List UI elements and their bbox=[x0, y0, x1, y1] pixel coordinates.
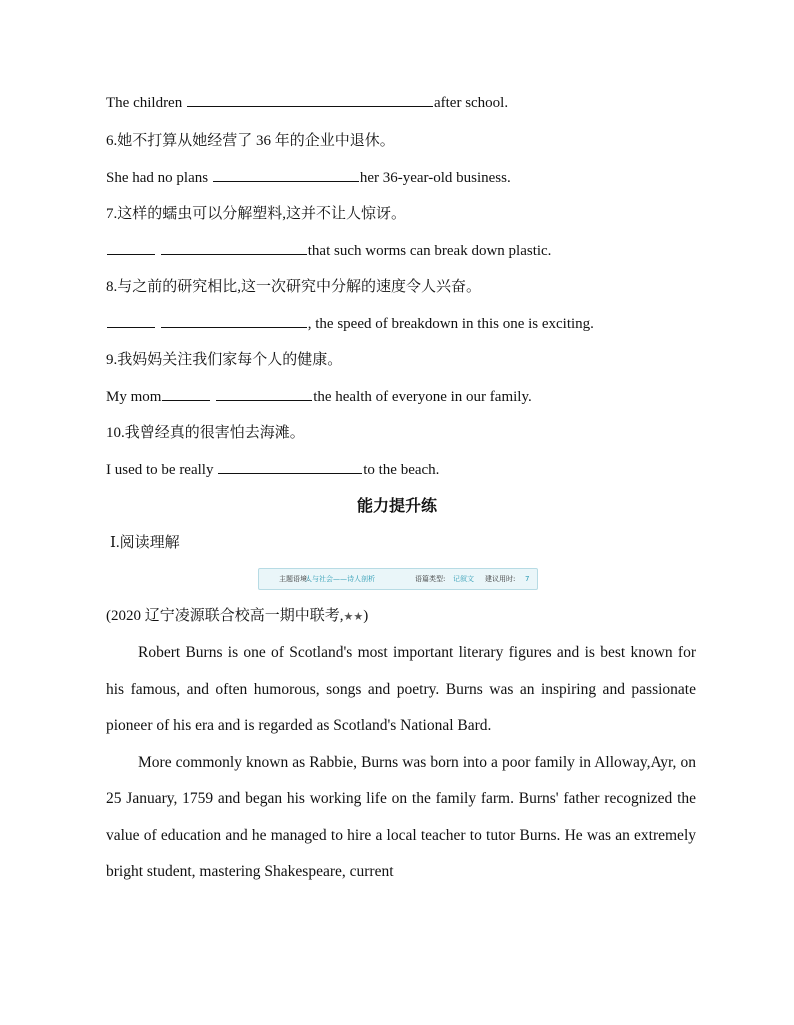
answer-blank-5[interactable] bbox=[187, 92, 433, 107]
answer-blank-9b[interactable] bbox=[216, 386, 312, 401]
exercise-8-suffix: , the speed of breakdown in this one is exciting. bbox=[307, 316, 594, 332]
answer-blank-8b[interactable] bbox=[161, 313, 307, 328]
answer-blank-6[interactable] bbox=[213, 167, 359, 182]
exercise-8-english bbox=[106, 313, 594, 334]
exercise-5-english bbox=[106, 92, 508, 113]
exercise-6-prefix: She had no plans bbox=[106, 170, 209, 186]
exercise-10-suffix: to the beach. bbox=[363, 462, 440, 478]
reading-passage bbox=[106, 635, 696, 891]
banner-time-value: 7 bbox=[525, 575, 530, 583]
exercise-7-suffix: that such worms can break down plastic. bbox=[307, 243, 552, 259]
exercise-7-english bbox=[106, 240, 551, 261]
topic-banner bbox=[258, 568, 538, 590]
exercise-10-english bbox=[106, 459, 439, 480]
banner-type-label: 语篇类型: bbox=[415, 575, 446, 583]
banner-time-label: 建议用时: bbox=[485, 575, 516, 583]
banner-type-value: 记叙文 bbox=[453, 575, 474, 583]
section-title: 能力提升练 bbox=[356, 496, 437, 515]
passage-paragraph-1: Robert Burns is one of Scotland's most important literary figures and is best known for his famous, and often humorous, songs and poetry. Burns was an inspiring and passionate pioneer of his era and is regarded as Scotland's National Bard. bbox=[106, 644, 696, 734]
exercise-7-chinese: 7.这样的蠕虫可以分解塑料,这并不让人惊讶。 bbox=[106, 206, 407, 222]
section-subtitle: Ⅰ.阅读理解 bbox=[110, 535, 180, 551]
exercise-6-suffix: her 36-year-old business. bbox=[359, 170, 511, 186]
source-text: (2020 辽宁凌源联合校高一期中联考, bbox=[106, 608, 344, 624]
difficulty-stars-icon: ★★ bbox=[343, 611, 364, 623]
source-note bbox=[106, 606, 368, 627]
passage-paragraph-2: More commonly known as Rabbie, Burns was born into a poor family in Alloway,Ayr, on 25 January, 1759 and began his working life on the family farm. Burns' father recognized the value of education and he managed to hire a local teacher to tutor Burns. He was an extremely bright student, mastering Shakespeare, current bbox=[106, 753, 696, 880]
exercise-10-chinese: 10.我曾经真的很害怕去海滩。 bbox=[106, 425, 305, 441]
exercise-9-chinese: 9.我妈妈关注我们家每个人的健康。 bbox=[106, 352, 343, 368]
exercise-5-prefix: The children bbox=[106, 95, 183, 111]
exercise-8-chinese: 8.与之前的研究相比,这一次研究中分解的速度令人兴奋。 bbox=[106, 279, 482, 295]
banner-theme-label: 主题语境: bbox=[279, 575, 310, 583]
exercise-6-chinese: 6.她不打算从她经营了 36 年的企业中退休。 bbox=[106, 133, 395, 149]
banner-theme-value: 人与社会——诗人剖析 bbox=[305, 575, 375, 583]
source-close: ) bbox=[363, 608, 369, 624]
answer-blank-10[interactable] bbox=[218, 459, 362, 474]
answer-blank-7b[interactable] bbox=[161, 240, 307, 255]
answer-blank-7a[interactable] bbox=[107, 240, 155, 255]
exercise-10-prefix: I used to be really bbox=[106, 462, 214, 478]
answer-blank-8a[interactable] bbox=[107, 313, 155, 328]
exercise-9-suffix: the health of everyone in our family. bbox=[313, 389, 532, 405]
exercise-5-suffix: after school. bbox=[433, 95, 509, 111]
exercise-9-english bbox=[106, 386, 532, 407]
exercise-6-english bbox=[106, 167, 511, 188]
exercise-9-prefix: My mom bbox=[106, 389, 162, 405]
answer-blank-9a[interactable] bbox=[162, 386, 210, 401]
